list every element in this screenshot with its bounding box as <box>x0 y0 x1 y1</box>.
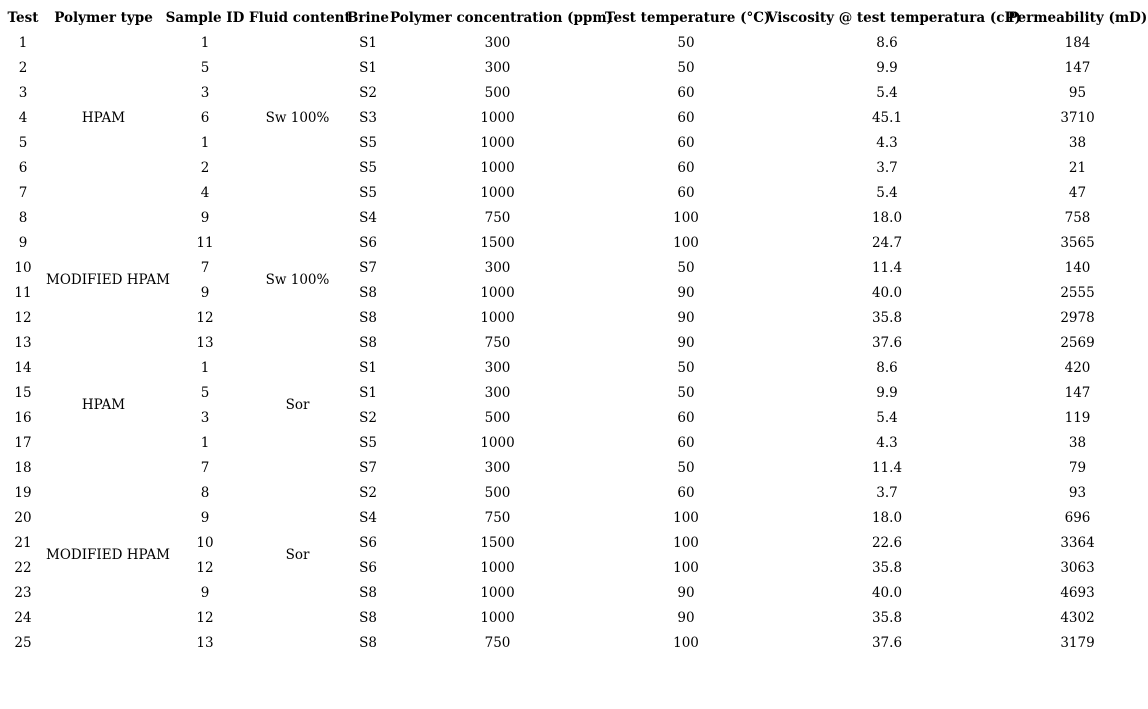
temperature-cell: 60 <box>677 434 695 451</box>
sample-id-cell: 3 <box>200 409 210 426</box>
concentration-cell: 1000 <box>480 184 515 201</box>
viscosity-cell: 11.4 <box>871 259 903 276</box>
table-row <box>0 605 1148 630</box>
viscosity-cell: 11.4 <box>871 459 903 476</box>
table-row <box>0 430 1148 455</box>
permeability-cell: 4693 <box>1060 584 1095 601</box>
concentration-cell: 1000 <box>480 434 515 451</box>
test-cell: 8 <box>18 209 28 226</box>
table-row <box>0 80 1148 105</box>
viscosity-cell: 35.8 <box>871 609 903 626</box>
brine-cell: S7 <box>359 259 377 276</box>
viscosity-cell: 9.9 <box>876 59 898 76</box>
concentration-cell: 1000 <box>480 559 515 576</box>
viscosity-cell: 37.6 <box>871 334 903 351</box>
brine-cell: S3 <box>359 109 377 126</box>
test-cell: 3 <box>18 84 28 101</box>
sample-id-cell: 8 <box>200 484 210 501</box>
concentration-cell: 1500 <box>480 534 515 551</box>
concentration-cell: 1000 <box>480 134 515 151</box>
permeability-cell: 3565 <box>1060 234 1095 251</box>
header-polymer-concentration: Polymer concentration (ppm) <box>390 9 614 26</box>
table-row <box>0 405 1148 430</box>
brine-cell: S8 <box>359 284 377 301</box>
concentration-cell: 300 <box>484 384 511 401</box>
table-row <box>0 480 1148 505</box>
brine-cell: S8 <box>359 334 377 351</box>
permeability-cell: 184 <box>1064 34 1091 51</box>
polymer-type-cell: HPAM <box>81 397 126 413</box>
test-cell: 14 <box>14 359 32 376</box>
viscosity-cell: 18.0 <box>871 209 903 226</box>
brine-cell: S6 <box>359 559 377 576</box>
concentration-cell: 1000 <box>480 109 515 126</box>
permeability-cell: 119 <box>1064 409 1091 426</box>
permeability-cell: 3179 <box>1060 634 1095 651</box>
viscosity-cell: 5.4 <box>876 184 898 201</box>
test-cell: 2 <box>18 59 28 76</box>
sample-id-cell: 1 <box>200 359 210 376</box>
permeability-cell: 140 <box>1064 259 1091 276</box>
concentration-cell: 300 <box>484 34 511 51</box>
viscosity-cell: 3.7 <box>876 484 898 501</box>
sample-id-cell: 5 <box>200 384 210 401</box>
permeability-cell: 3063 <box>1060 559 1095 576</box>
brine-cell: S2 <box>359 84 377 101</box>
temperature-cell: 100 <box>673 559 699 576</box>
temperature-cell: 60 <box>677 159 695 176</box>
sample-id-cell: 12 <box>196 609 214 626</box>
brine-cell: S5 <box>359 159 377 176</box>
fluid-content-cell: Sor <box>285 397 310 413</box>
permeability-cell: 420 <box>1064 359 1091 376</box>
sample-id-cell: 9 <box>200 284 210 301</box>
brine-cell: S6 <box>359 234 377 251</box>
results-table <box>0 5 1148 655</box>
test-cell: 24 <box>14 609 32 626</box>
table-row <box>0 505 1148 530</box>
viscosity-cell: 5.4 <box>876 409 898 426</box>
header-test-temperature: Test temperature (°C) <box>605 9 771 26</box>
test-cell: 15 <box>14 384 32 401</box>
sample-id-cell: 1 <box>200 34 210 51</box>
concentration-cell: 1500 <box>480 234 515 251</box>
permeability-cell: 21 <box>1068 159 1087 176</box>
viscosity-cell: 3.7 <box>876 159 898 176</box>
table-row <box>0 55 1148 80</box>
table-row <box>0 530 1148 555</box>
table-row <box>0 380 1148 405</box>
fluid-content-cell: Sor <box>285 547 310 563</box>
sample-id-cell: 7 <box>200 459 210 476</box>
temperature-cell: 50 <box>677 259 695 276</box>
test-cell: 16 <box>14 409 32 426</box>
brine-cell: S8 <box>359 634 377 651</box>
temperature-cell: 100 <box>673 534 699 551</box>
permeability-cell: 38 <box>1068 434 1087 451</box>
permeability-cell: 3710 <box>1060 109 1095 126</box>
temperature-cell: 50 <box>677 384 695 401</box>
sample-id-cell: 9 <box>200 509 210 526</box>
temperature-cell: 60 <box>677 409 695 426</box>
header-test: Test <box>7 9 39 26</box>
fluid-content-cell: Sw 100% <box>265 272 330 288</box>
temperature-cell: 100 <box>673 209 699 226</box>
temperature-cell: 60 <box>677 134 695 151</box>
concentration-cell: 500 <box>484 484 511 501</box>
table-row <box>0 555 1148 580</box>
table-row <box>0 580 1148 605</box>
brine-cell: S2 <box>359 484 377 501</box>
table-body <box>0 30 1148 655</box>
viscosity-cell: 4.3 <box>876 434 898 451</box>
permeability-cell: 47 <box>1068 184 1087 201</box>
brine-cell: S7 <box>359 459 377 476</box>
permeability-cell: 147 <box>1064 384 1091 401</box>
concentration-cell: 750 <box>484 334 511 351</box>
temperature-cell: 90 <box>677 584 695 601</box>
table-row <box>0 330 1148 355</box>
sample-id-cell: 13 <box>196 634 214 651</box>
concentration-cell: 750 <box>484 509 511 526</box>
sample-id-cell: 13 <box>196 334 214 351</box>
header-polymer-type: Polymer type <box>54 9 153 26</box>
permeability-cell: 3364 <box>1060 534 1095 551</box>
polymer-type-cell: MODIFIED HPAM <box>46 272 170 288</box>
temperature-cell: 100 <box>673 509 699 526</box>
concentration-cell: 1000 <box>480 309 515 326</box>
concentration-cell: 300 <box>484 459 511 476</box>
test-cell: 19 <box>14 484 32 501</box>
viscosity-cell: 37.6 <box>871 634 903 651</box>
concentration-cell: 300 <box>484 259 511 276</box>
test-cell: 13 <box>14 334 32 351</box>
sample-id-cell: 12 <box>196 559 214 576</box>
permeability-cell: 2555 <box>1060 284 1095 301</box>
brine-cell: S4 <box>359 509 377 526</box>
test-cell: 11 <box>14 284 32 301</box>
permeability-cell: 2569 <box>1060 334 1095 351</box>
sample-id-cell: 5 <box>200 59 210 76</box>
sample-id-cell: 1 <box>200 134 210 151</box>
table-row <box>0 180 1148 205</box>
table-row <box>0 105 1148 130</box>
header-viscosity: Viscosity @ test temperatura (cP) <box>767 9 1022 26</box>
test-cell: 23 <box>14 584 32 601</box>
header-brine: Brine <box>346 9 390 26</box>
permeability-cell: 758 <box>1064 209 1091 226</box>
concentration-cell: 750 <box>484 634 511 651</box>
permeability-cell: 147 <box>1064 59 1091 76</box>
viscosity-cell: 8.6 <box>876 359 898 376</box>
header-sample-id: Sample ID <box>165 9 245 26</box>
concentration-cell: 300 <box>484 59 511 76</box>
concentration-cell: 300 <box>484 359 511 376</box>
temperature-cell: 50 <box>677 59 695 76</box>
brine-cell: S8 <box>359 609 377 626</box>
permeability-cell: 79 <box>1068 459 1087 476</box>
sample-id-cell: 10 <box>196 534 214 551</box>
table-row <box>0 130 1148 155</box>
brine-cell: S1 <box>359 384 377 401</box>
concentration-cell: 1000 <box>480 284 515 301</box>
brine-cell: S8 <box>359 584 377 601</box>
sample-id-cell: 11 <box>196 234 214 251</box>
test-cell: 18 <box>14 459 32 476</box>
sample-id-cell: 9 <box>200 584 210 601</box>
header-fluid-content: Fluid content <box>249 9 351 26</box>
concentration-cell: 1000 <box>480 584 515 601</box>
viscosity-cell: 35.8 <box>871 559 903 576</box>
brine-cell: S1 <box>359 34 377 51</box>
concentration-cell: 1000 <box>480 159 515 176</box>
permeability-cell: 95 <box>1068 84 1087 101</box>
polymer-type-cell: MODIFIED HPAM <box>46 547 170 563</box>
temperature-cell: 100 <box>673 634 699 651</box>
brine-cell: S6 <box>359 534 377 551</box>
viscosity-cell: 8.6 <box>876 34 898 51</box>
sample-id-cell: 7 <box>200 259 210 276</box>
test-cell: 9 <box>18 234 28 251</box>
brine-cell: S1 <box>359 359 377 376</box>
test-cell: 21 <box>14 534 32 551</box>
table-row <box>0 205 1148 230</box>
table-row <box>0 355 1148 380</box>
concentration-cell: 750 <box>484 209 511 226</box>
polymer-type-cell: HPAM <box>81 109 126 126</box>
temperature-cell: 50 <box>677 34 695 51</box>
temperature-cell: 90 <box>677 609 695 626</box>
table-row <box>0 630 1148 655</box>
table-row <box>0 280 1148 305</box>
test-cell: 10 <box>14 259 32 276</box>
temperature-cell: 50 <box>677 459 695 476</box>
sample-id-cell: 1 <box>200 434 210 451</box>
table-row <box>0 255 1148 280</box>
table-row <box>0 305 1148 330</box>
temperature-cell: 60 <box>677 484 695 501</box>
sample-id-cell: 4 <box>200 184 210 201</box>
temperature-cell: 100 <box>673 234 699 251</box>
temperature-cell: 90 <box>677 284 695 301</box>
brine-cell: S5 <box>359 184 377 201</box>
header-row <box>0 5 1148 30</box>
viscosity-cell: 4.3 <box>876 134 898 151</box>
sample-id-cell: 2 <box>200 159 210 176</box>
temperature-cell: 50 <box>677 359 695 376</box>
viscosity-cell: 5.4 <box>876 84 898 101</box>
table-row <box>0 230 1148 255</box>
test-cell: 12 <box>14 309 32 326</box>
temperature-cell: 60 <box>677 109 695 126</box>
brine-cell: S1 <box>359 59 377 76</box>
concentration-cell: 500 <box>484 409 511 426</box>
fluid-content-cell: Sw 100% <box>265 109 330 126</box>
permeability-cell: 696 <box>1064 509 1091 526</box>
permeability-cell: 38 <box>1068 134 1087 151</box>
temperature-cell: 60 <box>677 184 695 201</box>
temperature-cell: 60 <box>677 84 695 101</box>
concentration-cell: 1000 <box>480 609 515 626</box>
brine-cell: S2 <box>359 409 377 426</box>
test-cell: 5 <box>18 134 28 151</box>
viscosity-cell: 18.0 <box>871 509 903 526</box>
test-cell: 22 <box>14 559 32 576</box>
test-cell: 20 <box>14 509 32 526</box>
test-cell: 25 <box>14 634 32 651</box>
table-row <box>0 155 1148 180</box>
test-cell: 17 <box>14 434 32 451</box>
temperature-cell: 90 <box>677 309 695 326</box>
test-cell: 4 <box>18 109 28 126</box>
test-cell: 6 <box>18 159 28 176</box>
sample-id-cell: 3 <box>200 84 210 101</box>
viscosity-cell: 45.1 <box>871 109 903 126</box>
permeability-cell: 2978 <box>1060 309 1095 326</box>
viscosity-cell: 35.8 <box>871 309 903 326</box>
temperature-cell: 90 <box>677 334 695 351</box>
viscosity-cell: 9.9 <box>876 384 898 401</box>
table-row <box>0 455 1148 480</box>
header-permeability: Permeability (mD) <box>1007 9 1148 26</box>
viscosity-cell: 24.7 <box>871 234 903 251</box>
permeability-cell: 93 <box>1068 484 1087 501</box>
test-cell: 1 <box>18 34 28 51</box>
brine-cell: S5 <box>359 434 377 451</box>
permeability-cell: 4302 <box>1060 609 1095 626</box>
test-cell: 7 <box>18 184 28 201</box>
brine-cell: S5 <box>359 134 377 151</box>
table-row <box>0 30 1148 55</box>
sample-id-cell: 6 <box>200 109 210 126</box>
viscosity-cell: 22.6 <box>871 534 903 551</box>
concentration-cell: 500 <box>484 84 511 101</box>
sample-id-cell: 12 <box>196 309 214 326</box>
brine-cell: S8 <box>359 309 377 326</box>
viscosity-cell: 40.0 <box>871 284 903 301</box>
sample-id-cell: 9 <box>200 209 210 226</box>
brine-cell: S4 <box>359 209 377 226</box>
viscosity-cell: 40.0 <box>871 584 903 601</box>
